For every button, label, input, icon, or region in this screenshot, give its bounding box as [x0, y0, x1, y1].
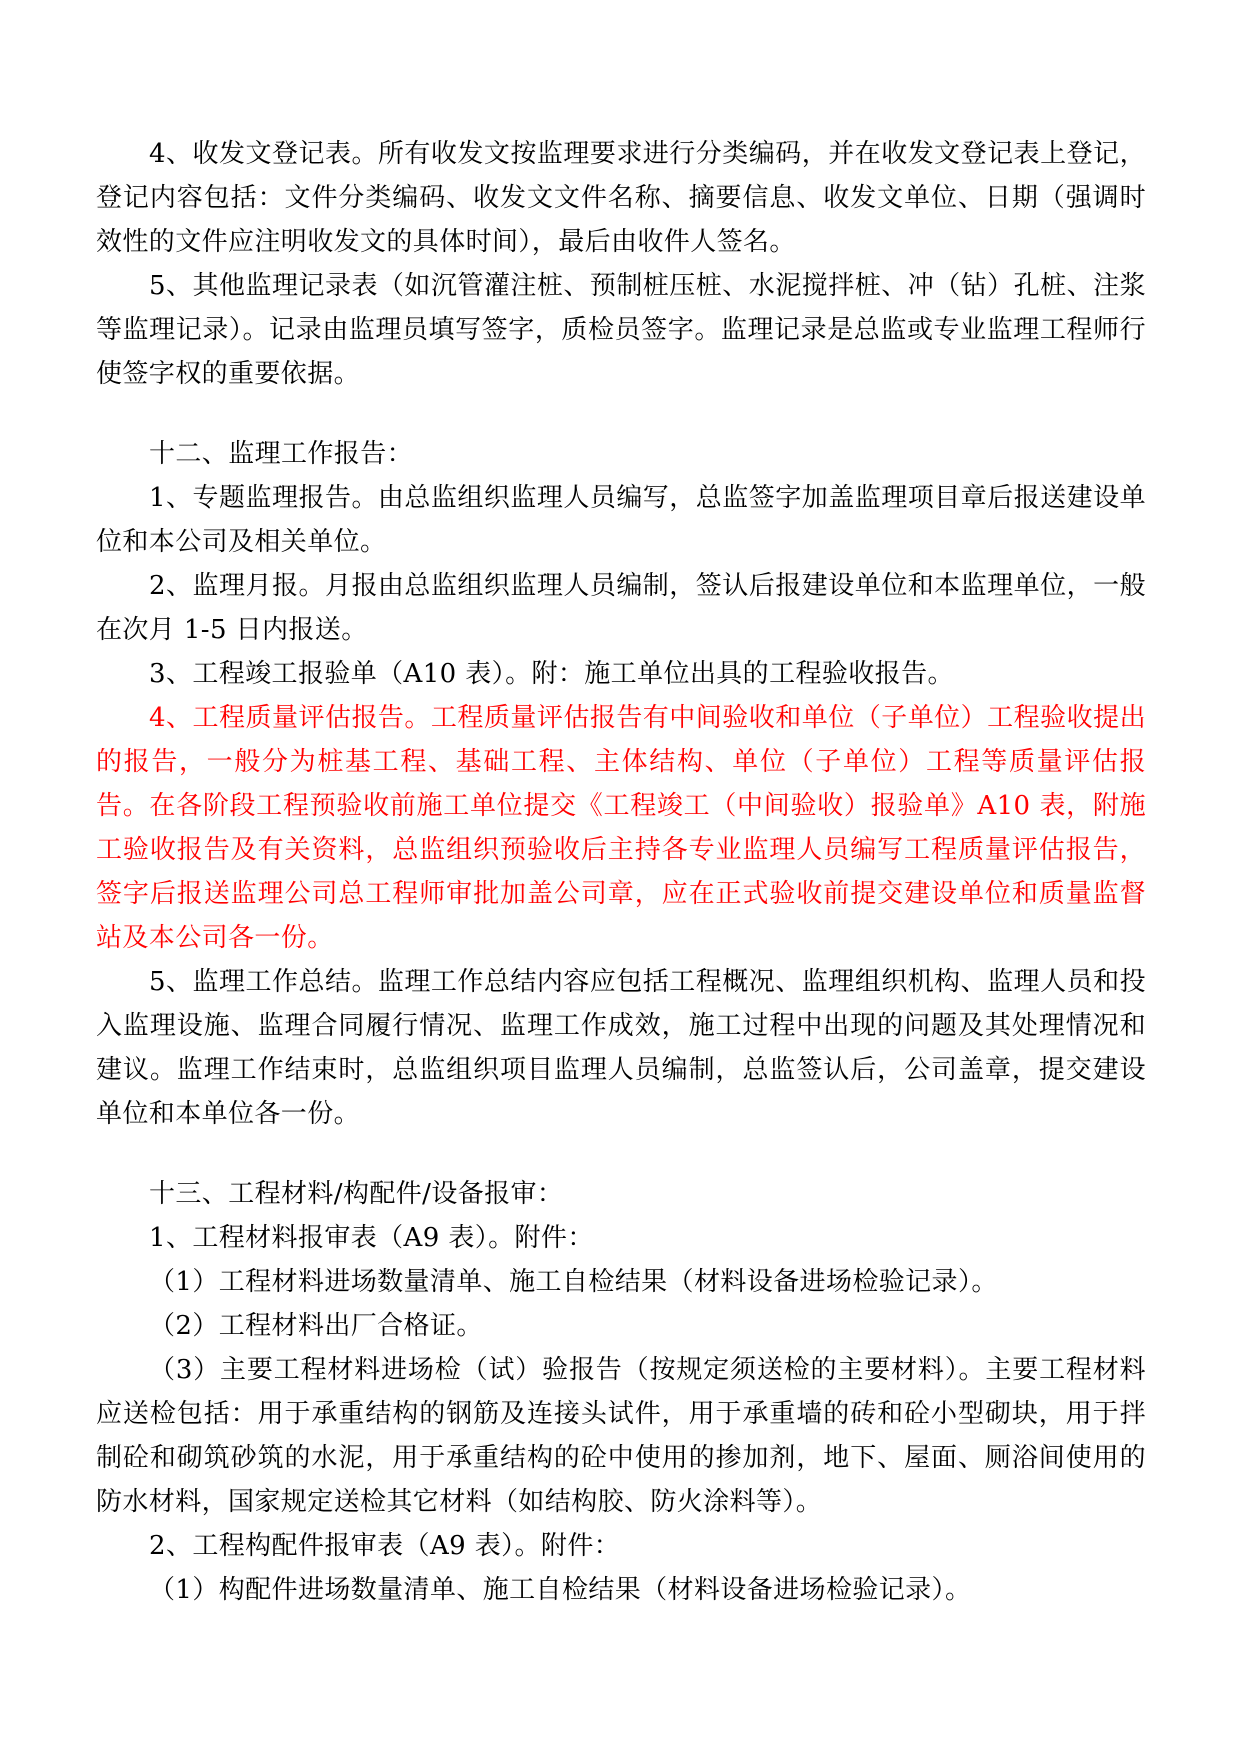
paragraph-special-report: 1、专题监理报告。由总监组织监理人员编写，总监签字加盖监理项目章后报送建设单位和本公司及相关单位。	[96, 483, 1146, 557]
paragraph-component-quantity-list: （1）构配件进场数量清单、施工自检结果（材料设备进场检验记录）。	[149, 1575, 972, 1605]
paragraph-quality-assessment-report: 4、工程质量评估报告。工程质量评估报告有中间验收和单位（子单位）工程验收提出的报告，一般分为桩基工程、基础工程、主体结构、单位（子单位）工程等质量评估报告。在各阶段工程预验收前施工单位提交《工程竣工（中间验收）报验单》A10 表，附施工验收报告及有关资料，总监组织预验收后主持各专业监理人员编写工程质量评估报告，签字后报送监理公司总工程师审批加盖公司章，应在正式验收前提交建设单位和质量监督站及本公司各一份。	[96, 703, 1146, 953]
paragraph-material-quantity-list: （1）工程材料进场数量清单、施工自检结果（材料设备进场检验记录）。	[149, 1267, 998, 1297]
paragraph-receipt-dispatch-register: 4、收发文登记表。所有收发文按监理要求进行分类编码，并在收发文登记表上登记，登记内容包括：文件分类编码、收发文文件名称、摘要信息、收发文单位、日期（强调时效性的文件应注明收发文的具体时间），最后由收件人签名。	[96, 139, 1146, 257]
paragraph-monthly-report: 2、监理月报。月报由总监组织监理人员编制，签认后报建设单位和本监理单位，一般在次月 1-5 日内报送。	[96, 571, 1146, 645]
section-heading-13: 十三、工程材料/构配件/设备报审：	[149, 1179, 564, 1209]
document-page	[96, 132, 1146, 1612]
paragraph-material-certificate: （2）工程材料出厂合格证。	[149, 1311, 483, 1341]
section-gap	[96, 396, 1146, 432]
paragraph-completion-inspection: 3、工程竣工报验单（A10 表）。附：施工单位出具的工程验收报告。	[149, 659, 954, 689]
paragraph-work-summary: 5、监理工作总结。监理工作总结内容应包括工程概况、监理组织机构、监理人员和投入监理设施、监理合同履行情况、监理工作成效，施工过程中出现的问题及其处理情况和建议。监理工作结束时，总监组织项目监理人员编制，总监签认后，公司盖章，提交建设单位和本单位各一份。	[96, 967, 1146, 1129]
paragraph-material-test-report: （3）主要工程材料进场检（试）验报告（按规定须送检的主要材料）。主要工程材料应送检包括：用于承重结构的钢筋及连接头试件，用于承重墙的砖和砼小型砌块，用于拌制砼和砌筑砂筑的水泥，用于承重结构的砼中使用的掺加剂，地下、屋面、厕浴间使用的防水材料，国家规定送检其它材料（如结构胶、防火涂料等）。	[96, 1355, 1146, 1517]
paragraph-material-review-form: 1、工程材料报审表（A9 表）。附件：	[149, 1223, 594, 1253]
paragraph-component-review-form: 2、工程构配件报审表（A9 表）。附件：	[149, 1531, 621, 1561]
section-gap	[96, 1136, 1146, 1172]
section-heading-12: 十二、监理工作报告：	[149, 439, 414, 469]
paragraph-other-supervision-records: 5、其他监理记录表（如沉管灌注桩、预制桩压桩、水泥搅拌桩、冲（钻）孔桩、注浆等监理记录）。记录由监理员填写签字，质检员签字。监理记录是总监或专业监理工程师行使签字权的重要依据。	[96, 271, 1146, 389]
